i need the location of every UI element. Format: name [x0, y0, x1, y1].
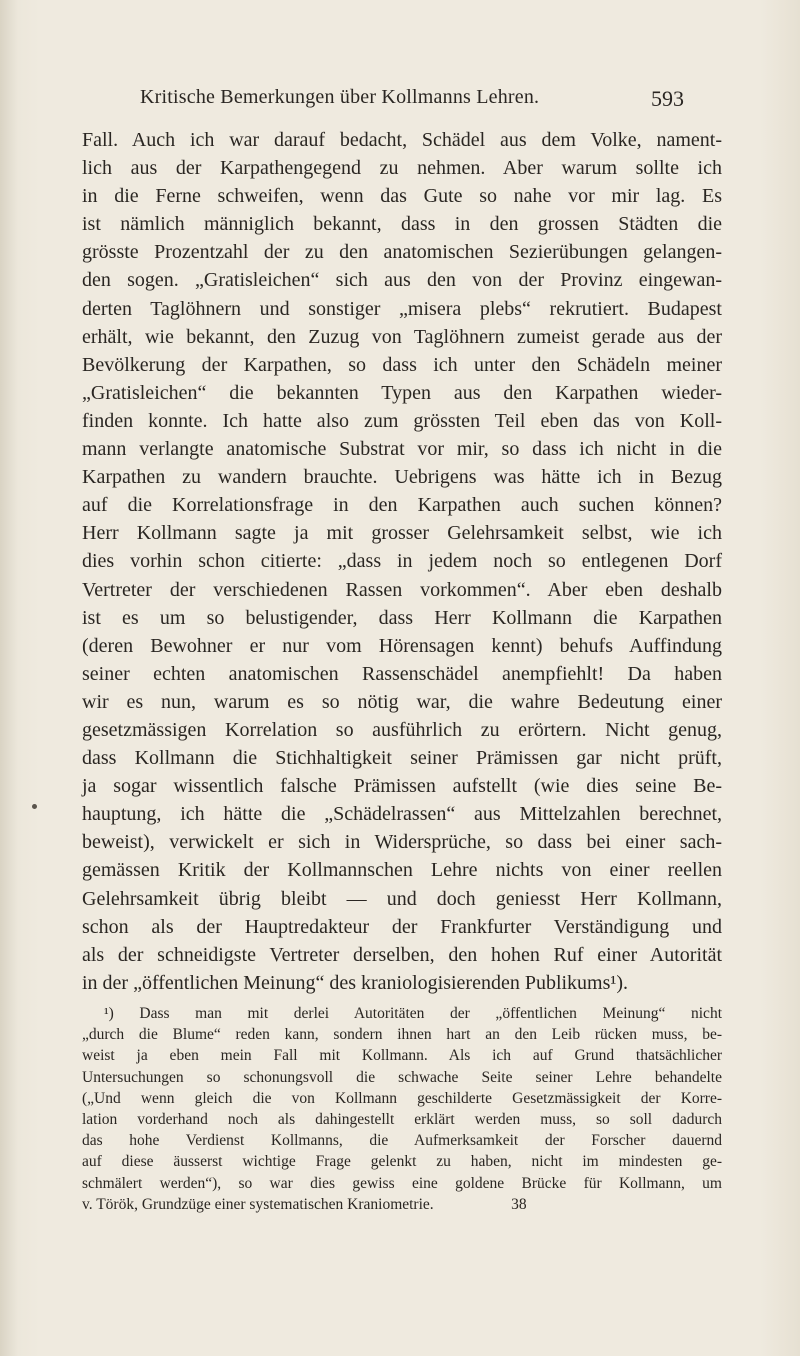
- text-line: dass Kollmann die Stichhaltigkeit seiner Prämissen gar nicht prüft,: [82, 747, 722, 770]
- text-line: gemässen Kritik der Kollmannschen Lehre nichts von einer reellen: [82, 859, 722, 882]
- text-line: seiner echten anatomischen Rassenschädel anempfiehlt! Da haben: [82, 662, 722, 685]
- footnote-line: ¹) Dass man mit derlei Autoritäten der „öffentlichen Meinung“ nicht: [104, 1005, 722, 1022]
- page-header: [0, 86, 800, 116]
- text-line: in der „öffentlichen Meinung“ des kraniologisierenden Publikums¹).: [82, 971, 629, 994]
- signature-line: v. Török, Grundzüge einer systematischen Kraniometrie. 38: [82, 1195, 527, 1213]
- footnote-line: auf diese äusserst wichtige Frage gelenkt zu haben, nicht im mindesten ge-: [82, 1153, 722, 1171]
- main-text: [82, 126, 722, 997]
- footnote-line: lation vorderhand noch als dahingestellt erklärt werden muss, so soll dadurch: [82, 1110, 722, 1128]
- running-head: Kritische Bemerkungen über Kollmanns Lehren.: [140, 86, 540, 108]
- ink-speck: [32, 804, 37, 809]
- text-line: Gelehrsamkeit übrig bleibt — und doch geniesst Herr Kollmann,: [82, 887, 722, 910]
- footnote-line: („Und wenn gleich die von Kollmann geschilderte Gesetzmässigkeit der Korre-: [82, 1089, 722, 1107]
- text-line: finden konnte. Ich hatte also zum grössten Teil eben das von Koll-: [82, 409, 722, 432]
- text-line: lich aus der Karpathengegend zu nehmen. Aber warum sollte ich: [82, 157, 722, 180]
- footnotes: [82, 1003, 722, 1215]
- text-line: grösste Prozentzahl der zu den anatomischen Sezierübungen gelangen-: [82, 241, 722, 264]
- text-line: ist es um so belustigender, dass Herr Kollmann die Karpathen: [82, 606, 722, 629]
- text-line: Herr Kollmann sagte ja mit grosser Gelehrsamkeit selbst, wie ich: [82, 522, 722, 545]
- text-line: den sogen. „Gratisleichen“ sich aus den von der Provinz eingewan-: [82, 269, 722, 292]
- page-number: 593: [651, 86, 684, 111]
- text-line: als der schneidigste Vertreter derselben, den hohen Ruf einer Autorität: [82, 943, 722, 966]
- text-line: hauptung, ich hätte die „Schädelrassen“ aus Mittelzahlen berechnet,: [82, 803, 722, 826]
- footnote-line: „durch die Blume“ reden kann, sondern ihnen hart an den Leib rücken muss, be-: [82, 1026, 722, 1044]
- text-line: ja sogar wissentlich falsche Prämissen aufstellt (wie dies seine Be-: [82, 775, 722, 798]
- text-line: derten Taglöhnern und sonstiger „misera plebs“ rekrutiert. Budapest: [82, 297, 722, 320]
- text-line: dies vorhin schon citierte: „dass in jedem noch so entlegenen Dorf: [82, 550, 722, 573]
- text-line: Vertreter der verschiedenen Rassen vorkommen“. Aber eben deshalb: [82, 578, 722, 601]
- text-line: ist nämlich männiglich bekannt, dass in den grossen Städten die: [82, 213, 722, 236]
- text-line: wir es nun, warum es so nötig war, die wahre Bedeutung einer: [82, 690, 722, 713]
- text-line: „Gratisleichen“ die bekannten Typen aus den Karpathen wieder-: [82, 381, 722, 404]
- text-line: beweist), verwickelt er sich in Widersprüche, so dass bei einer sach-: [82, 831, 722, 854]
- footnote-line: Untersuchungen so schonungsvoll die schwache Seite seiner Lehre behandelte: [82, 1068, 722, 1086]
- text-line: schon als der Hauptredakteur der Frankfurter Verständigung und: [82, 915, 722, 938]
- text-line: (deren Bewohner er nur vom Hörensagen kennt) behufs Auffindung: [82, 634, 722, 657]
- text-line: gesetzmässigen Korrelation so ausführlich zu erörtern. Nicht genug,: [82, 718, 722, 741]
- text-line: in die Ferne schweifen, wenn das Gute so nahe vor mir lag. Es: [82, 185, 722, 208]
- text-line: Fall. Auch ich war darauf bedacht, Schädel aus dem Volke, nament-: [82, 129, 722, 151]
- text-line: auf die Korrelationsfrage in den Karpathen auch suchen können?: [82, 494, 722, 517]
- text-line: Bevölkerung der Karpathen, so dass ich unter den Schädeln meiner: [82, 353, 722, 376]
- text-line: Karpathen zu wandern brauchte. Uebrigens was hätte ich in Bezug: [82, 466, 722, 489]
- footnote-line: weist ja eben mein Fall mit Kollmann. Als ich auf Grund thatsächlicher: [82, 1047, 722, 1065]
- text-line: erhält, wie bekannt, den Zuzug von Taglöhnern zumeist gerade aus der: [82, 325, 722, 348]
- footnote-line: schmälert werden“), so war dies gewiss eine goldene Brücke für Kollmann, um: [82, 1174, 722, 1192]
- text-line: mann verlangte anatomische Substrat vor mir, so dass ich nicht in die: [82, 438, 722, 461]
- footnote-line: das hohe Verdienst Kollmanns, die Aufmerksamkeit der Forscher dauernd: [82, 1132, 722, 1150]
